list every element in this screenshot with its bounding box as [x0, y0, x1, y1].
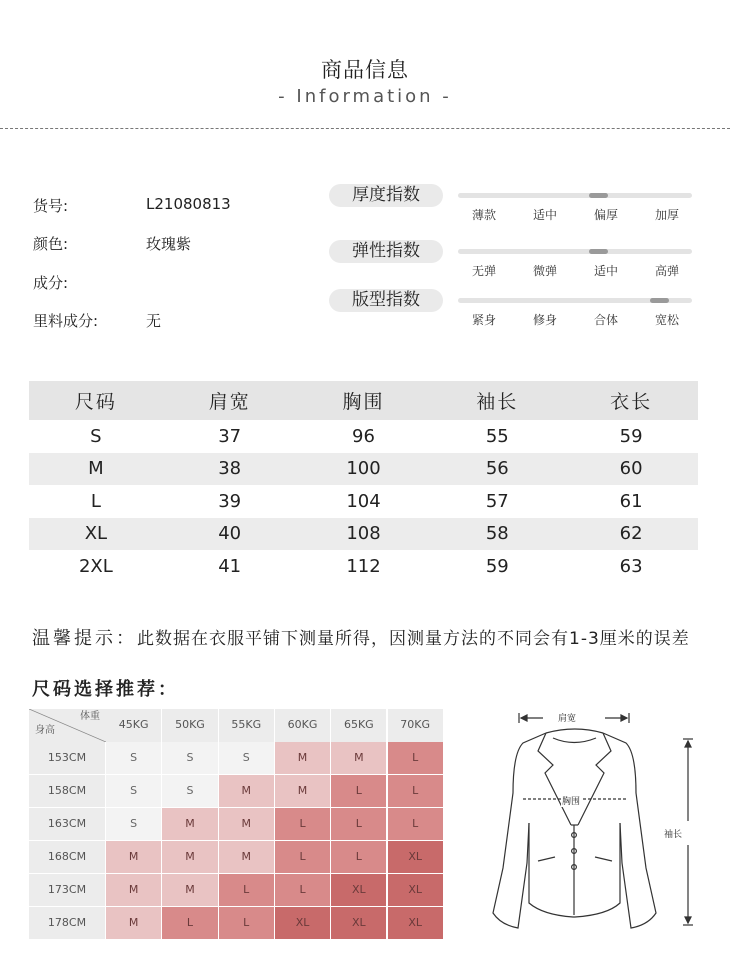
weight-header: 55KG	[219, 709, 274, 742]
recommend-cell: L	[388, 808, 443, 840]
recommend-cell: L	[388, 775, 443, 807]
size-cell: 59	[485, 555, 509, 577]
recommend-cell: M	[106, 874, 161, 906]
index-tick-label: 高弹	[654, 264, 679, 278]
index-pill: 厚度指数	[329, 184, 443, 207]
jacket-diagram	[483, 703, 693, 938]
recommend-cell: S	[106, 808, 161, 840]
index-tick-label: 偏厚	[593, 208, 618, 222]
size-cell: 108	[297, 518, 431, 551]
size-cell: 112	[346, 555, 381, 577]
table-row	[29, 518, 698, 551]
size-cell: 56	[430, 453, 564, 486]
index-tick-label: 适中	[532, 208, 557, 222]
size-cell: 59	[619, 425, 643, 447]
recommend-cell: M	[162, 874, 217, 906]
page-title: 商品信息	[321, 58, 409, 82]
size-cell: 63	[619, 555, 643, 577]
size-cell: L	[90, 490, 101, 512]
recommend-cell: M	[275, 775, 330, 807]
height-header: 153CM	[29, 742, 105, 774]
size-cell: 40	[163, 518, 297, 551]
index-track	[458, 193, 692, 198]
corner-weight-label: 体重	[80, 711, 100, 722]
height-header: 163CM	[29, 808, 105, 840]
size-cell: 39	[218, 490, 242, 512]
index-tick-label: 微弹	[532, 264, 557, 278]
weight-header: 45KG	[106, 709, 161, 742]
recommend-cell: M	[106, 841, 161, 873]
length-label: 袖长	[664, 827, 682, 840]
recommend-cell: M	[162, 841, 217, 873]
color-label: 颜色:	[33, 235, 69, 253]
recommend-cell: XL	[388, 907, 443, 939]
recommend-cell: L	[162, 907, 217, 939]
index-tick-label: 紧身	[471, 313, 496, 327]
recommend-cell: M	[275, 742, 330, 774]
size-header-cell: 袖长	[430, 381, 564, 420]
recommend-cell: S	[106, 742, 161, 774]
recommend-cell: S	[219, 742, 274, 774]
table-row	[29, 453, 698, 486]
size-recommend-grid	[29, 709, 449, 941]
index-pill: 弹性指数	[329, 240, 443, 263]
size-header-cell: 衣长	[564, 381, 698, 420]
index-knob	[589, 249, 608, 254]
page-subtitle: - Information -	[278, 86, 452, 107]
index-knob	[650, 298, 669, 303]
recommend-cell: S	[162, 742, 217, 774]
recommend-cell: L	[275, 841, 330, 873]
recommend-cell: L	[388, 742, 443, 774]
recommend-cell: L	[275, 808, 330, 840]
recommend-cell: M	[162, 808, 217, 840]
size-cell: M	[29, 453, 163, 486]
size-header-cell: 尺码	[29, 381, 163, 420]
index-tick-label: 加厚	[654, 208, 679, 222]
jacket-outline-icon	[483, 703, 693, 938]
index-pill: 版型指数	[329, 289, 443, 312]
table-row	[29, 485, 698, 518]
chest-label: 胸围	[561, 794, 581, 807]
recommend-cell: L	[219, 874, 274, 906]
recommend-cell: XL	[331, 874, 386, 906]
tip-prefix: 温馨提示：	[32, 628, 137, 649]
size-cell: 58	[430, 518, 564, 551]
item-no-label: 货号:	[33, 197, 69, 215]
recommend-cell: XL	[331, 907, 386, 939]
size-cell: 100	[297, 453, 431, 486]
corner-height-label: 身高	[35, 725, 55, 736]
index-knob	[589, 193, 608, 198]
size-cell: 41	[218, 555, 242, 577]
size-table-header	[29, 381, 698, 420]
recommend-cell: XL	[275, 907, 330, 939]
size-cell: 60	[564, 453, 698, 486]
recommend-cell: L	[331, 775, 386, 807]
index-track	[458, 298, 692, 303]
index-tick-label: 薄款	[471, 208, 496, 222]
size-header-cell: 肩宽	[163, 381, 297, 420]
lining-label: 里料成分:	[33, 312, 99, 330]
size-cell: 2XL	[78, 555, 113, 577]
size-header-cell: 胸围	[297, 381, 431, 420]
height-header: 173CM	[29, 874, 105, 906]
size-cell: XL	[29, 518, 163, 551]
index-tick-label: 修身	[532, 313, 557, 327]
size-cell: 104	[346, 490, 381, 512]
recommend-cell: L	[331, 808, 386, 840]
size-cell: 61	[619, 490, 643, 512]
shoulder-label: 肩宽	[556, 711, 578, 724]
recommend-cell: M	[331, 742, 386, 774]
weight-header: 50KG	[162, 709, 217, 742]
recommend-cell: M	[106, 907, 161, 939]
height-header: 168CM	[29, 841, 105, 873]
divider	[0, 128, 730, 129]
weight-header: 65KG	[331, 709, 386, 742]
grid-corner	[29, 709, 106, 742]
composition-label: 成分:	[33, 274, 69, 292]
index-tick-label: 无弹	[471, 264, 496, 278]
tip-body: 此数据在衣服平铺下测量所得，因测量方法的不同会有1-3厘米的误差	[137, 629, 690, 649]
size-cell: 96	[352, 425, 375, 447]
item-no-value: L21080813	[146, 195, 231, 213]
color-value: 玫瑰紫	[146, 235, 192, 253]
height-header: 178CM	[29, 907, 105, 939]
weight-header: 70KG	[388, 709, 443, 742]
index-tick-label: 宽松	[654, 313, 679, 327]
size-cell: 37	[218, 425, 242, 447]
height-header: 158CM	[29, 775, 105, 807]
index-tick-label: 合体	[593, 313, 618, 327]
recommend-cell: S	[106, 775, 161, 807]
size-table	[29, 381, 698, 583]
recommend-cell: XL	[388, 874, 443, 906]
weight-header: 60KG	[275, 709, 330, 742]
size-cell: S	[90, 425, 102, 447]
recommend-cell: L	[219, 907, 274, 939]
recommend-cell: XL	[388, 841, 443, 873]
size-cell: 62	[564, 518, 698, 551]
recommend-cell: S	[162, 775, 217, 807]
size-cell: 38	[163, 453, 297, 486]
lining-value: 无	[146, 312, 162, 330]
recommend-cell: L	[275, 874, 330, 906]
recommend-title: 尺码选择推荐：	[32, 679, 179, 700]
index-tick-label: 适中	[593, 264, 618, 278]
recommend-cell: M	[219, 775, 274, 807]
recommend-cell: M	[219, 808, 274, 840]
recommend-cell: M	[219, 841, 274, 873]
size-cell: 57	[485, 490, 509, 512]
table-row	[29, 420, 698, 453]
size-cell: 55	[485, 425, 509, 447]
index-track	[458, 249, 692, 254]
tip-text	[32, 624, 690, 650]
table-row	[29, 550, 698, 583]
recommend-cell: L	[331, 841, 386, 873]
